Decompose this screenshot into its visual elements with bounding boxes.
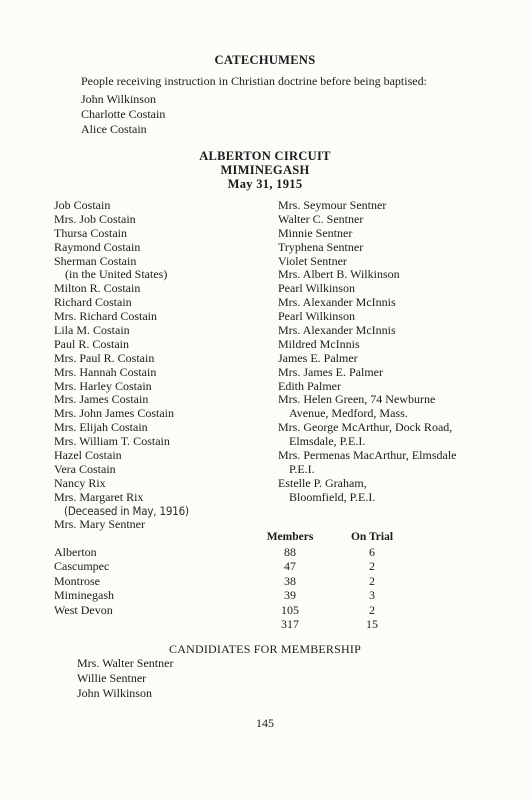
member-name: Thursa Costain <box>54 225 127 240</box>
member-name: Estelle P. Graham, <box>278 475 367 490</box>
place-cell: West Devon <box>54 602 113 617</box>
member-name: Mrs. Job Costain <box>54 211 136 226</box>
member-name: Mrs. Hannah Costain <box>54 364 157 379</box>
member-name: Mrs. Alexander McInnis <box>278 295 396 310</box>
catechumen-name: Alice Costain <box>81 122 147 136</box>
members-cell: 47 <box>284 559 296 573</box>
catechumen-name: Charlotte Costain <box>81 107 166 121</box>
on-trial-cell: 2 <box>369 559 375 573</box>
members-cell: 38 <box>284 573 296 588</box>
member-name: Mrs. James Costain <box>54 392 149 407</box>
catechumen-name: John Wilkinson <box>81 92 156 106</box>
catechumens-heading: CATECHUMENS <box>214 53 316 67</box>
table-header-place <box>54 530 244 545</box>
members-cell: 88 <box>284 544 296 559</box>
member-name: Mrs. Harley Costain <box>54 378 152 393</box>
table-header-row <box>54 530 408 545</box>
on-trial-cell: 2 <box>369 573 375 588</box>
member-name: Mrs. Elijah Costain <box>54 420 148 435</box>
member-name: Hazel Costain <box>54 448 122 463</box>
member-name: Richard Costain <box>54 295 132 310</box>
circuit-place: MIMINEGASH <box>220 163 310 177</box>
table-header-on-trial: On Trial <box>350 531 394 543</box>
member-name: Job Costain <box>54 198 111 212</box>
member-name: Raymond Costain <box>54 239 141 254</box>
place-cell: Alberton <box>54 544 97 559</box>
member-name: Nancy Rix <box>54 475 106 490</box>
on-trial-cell: 2 <box>369 602 375 617</box>
table-row <box>54 603 408 618</box>
member-address: P.E.I. <box>289 461 315 476</box>
members-cell: 39 <box>284 588 296 602</box>
candidates-heading: CANDIDIATES FOR MEMBERSHIP <box>169 642 361 656</box>
member-name: Mrs. Margaret Rix <box>54 489 144 504</box>
on-trial-cell: 3 <box>369 588 375 602</box>
catechumens-description: People receiving instruction in Christian doctrine before being baptised: <box>81 74 427 88</box>
members-table <box>54 530 408 632</box>
place-cell: Montrose <box>54 573 100 588</box>
table-header-members: Members <box>266 531 314 543</box>
member-name: Mildred McInnis <box>278 336 360 351</box>
candidate-name: John Wilkinson <box>77 686 152 700</box>
member-name: Mrs. Seymour Sentner <box>278 198 387 212</box>
member-address: Bloomfield, P.E.I. <box>289 489 376 504</box>
members-total-cell: 317 <box>281 617 299 631</box>
candidate-name: Willie Sentner <box>77 671 147 685</box>
place-cell: Miminegash <box>54 588 114 602</box>
member-name: Mrs. William T. Costain <box>54 434 170 449</box>
member-name: Mrs. Helen Green, 74 Newburne <box>278 392 436 407</box>
on-trial-cell: 6 <box>369 544 375 559</box>
table-row <box>54 559 408 574</box>
member-name: Mrs. Permenas MacArthur, Elmsdale <box>278 448 457 463</box>
table-row <box>54 574 408 589</box>
member-name: Mrs. Alexander McInnis <box>278 323 396 338</box>
member-name: Mrs. George McArthur, Dock Road, <box>278 420 453 435</box>
member-name: Milton R. Costain <box>54 281 141 296</box>
table-row <box>54 588 408 603</box>
place-cell: Cascumpec <box>54 559 110 573</box>
member-name: Mrs. John James Costain <box>54 406 174 421</box>
member-name: Edith Palmer <box>278 378 341 393</box>
member-name: Paul R. Costain <box>54 336 130 351</box>
page-number: 145 <box>256 716 274 730</box>
member-name: Mrs. Paul R. Costain <box>54 350 155 365</box>
member-address: Avenue, Medford, Mass. <box>289 406 408 421</box>
member-name: Pearl Wilkinson <box>278 309 355 324</box>
member-name: Vera Costain <box>54 461 116 476</box>
member-name: Pearl Wilkinson <box>278 281 355 296</box>
member-name: James E. Palmer <box>278 350 358 365</box>
member-name: Tryphena Sentner <box>278 239 364 254</box>
table-row <box>54 545 408 560</box>
member-list-left <box>54 199 189 532</box>
circuit-name: ALBERTON CIRCUIT <box>199 149 331 163</box>
place-cell <box>54 617 244 632</box>
member-name: Violet Sentner <box>278 253 347 268</box>
deceased-note: (Deceased in May, 1916) <box>64 503 189 518</box>
member-name: Mrs. Richard Costain <box>54 309 157 324</box>
member-address: Elmsdale, P.E.I. <box>289 434 366 449</box>
circuit-date: May 31, 1915 <box>227 177 303 191</box>
member-name: Mrs. James E. Palmer <box>278 364 383 379</box>
members-cell: 105 <box>281 602 299 617</box>
member-name: Mrs. Mary Sentner <box>54 517 145 532</box>
table-total-row <box>54 617 408 632</box>
member-list-right <box>278 199 456 505</box>
candidate-name: Mrs. Walter Sentner <box>77 656 174 670</box>
member-name: Minnie Sentner <box>278 225 353 240</box>
member-note: (in the United States) <box>65 267 168 282</box>
member-name: Lila M. Costain <box>54 323 130 338</box>
member-name: Mrs. Albert B. Wilkinson <box>278 267 400 282</box>
member-name: Walter C. Sentner <box>278 211 364 226</box>
on-trial-total-cell: 15 <box>366 617 378 631</box>
member-name: Sherman Costain <box>54 253 137 268</box>
